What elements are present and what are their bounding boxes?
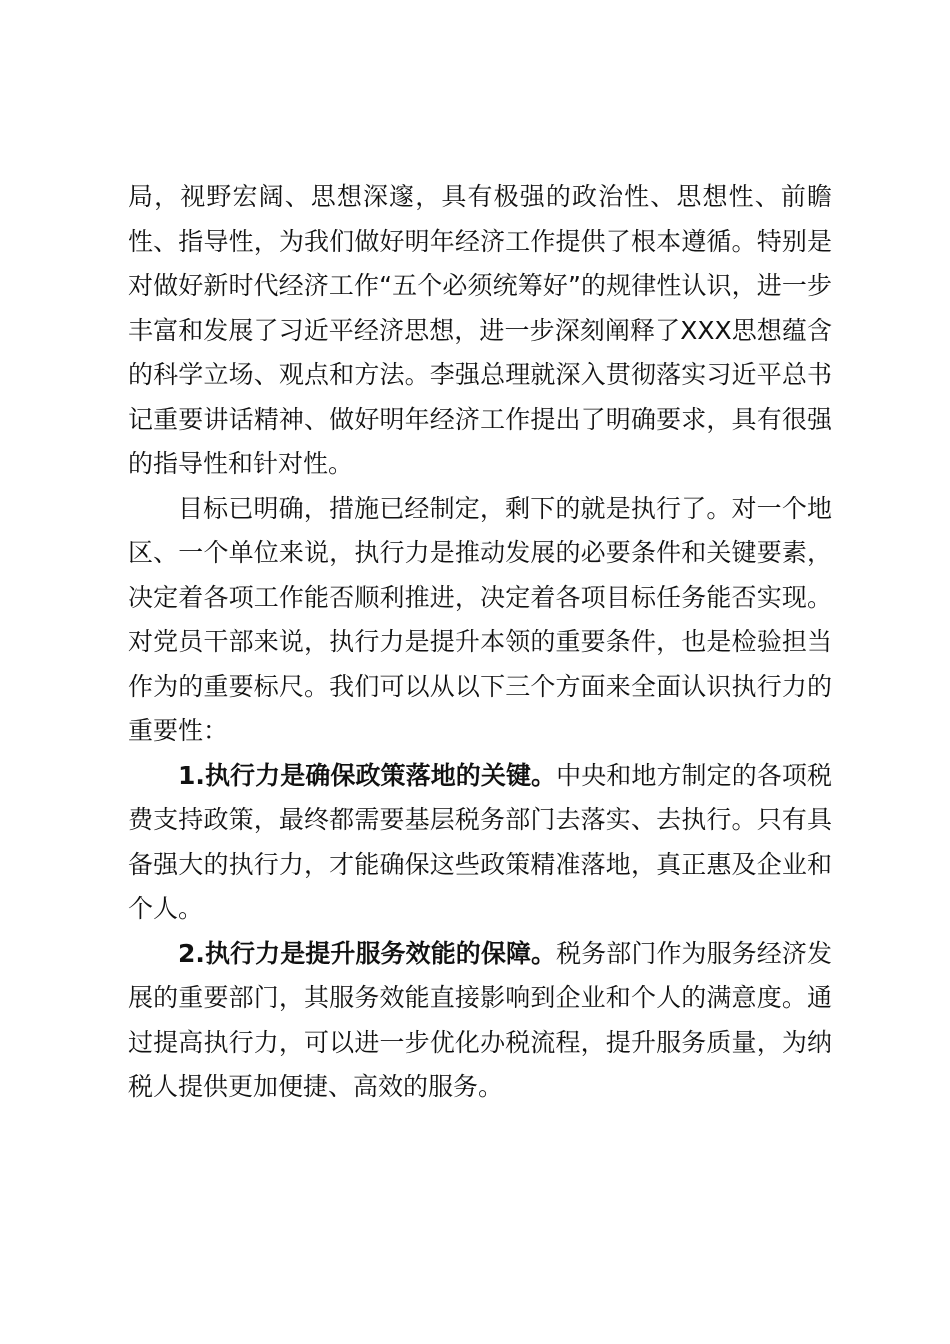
paragraph-continuation	[128, 175, 832, 487]
paragraph-text: 目标已明确，措施已经制定，剩下的就是执行了。对一个地区、一个单位来说，执行力是推动发展的必要条件和关键要素，决定着各项工作能否顺利推进，决定着各项目标任务能否实现。对党员干部来说，执行力是提升本领的重要条件，也是检验担当作为的重要标尺。我们可以从以下三个方面来全面认识执行力的重要性：	[128, 493, 832, 745]
paragraph-point-1	[128, 754, 832, 932]
paragraph-point-2	[128, 932, 832, 1110]
paragraph-text: 局，视野宏阔、思想深邃，具有极强的政治性、思想性、前瞻性、指导性，为我们做好明年经济工作提供了根本遵循。特别是对做好新时代经济工作“五个必须统筹好”的规律性认识，进一步丰富和发展了习近平经济思想，进一步深刻阐释了XXX思想蕴含的科学立场、观点和方法。李强总理就深入贯彻落实习近平总书记重要讲话精神、做好明年经济工作提出了明确要求，具有很强的指导性和针对性。	[128, 182, 832, 478]
paragraph-text: 税务部门作为服务经济发展的重要部门，其服务效能直接影响到企业和个人的满意度。通过提高执行力，可以进一步优化办税流程，提升服务质量，为纳税人提供更加便捷、高效的服务。	[128, 938, 832, 1101]
paragraph-execution-intro	[128, 487, 832, 754]
point-heading: 2.执行力是提升服务效能的保障。	[178, 938, 557, 968]
point-heading: 1.执行力是确保政策落地的关键。	[178, 760, 557, 790]
paragraph-text: 中央和地方制定的各项税费支持政策，最终都需要基层税务部门去落实、去执行。只有具备强大的执行力，才能确保这些政策精准落地，真正惠及企业和个人。	[128, 760, 832, 923]
document-page	[128, 175, 832, 1110]
